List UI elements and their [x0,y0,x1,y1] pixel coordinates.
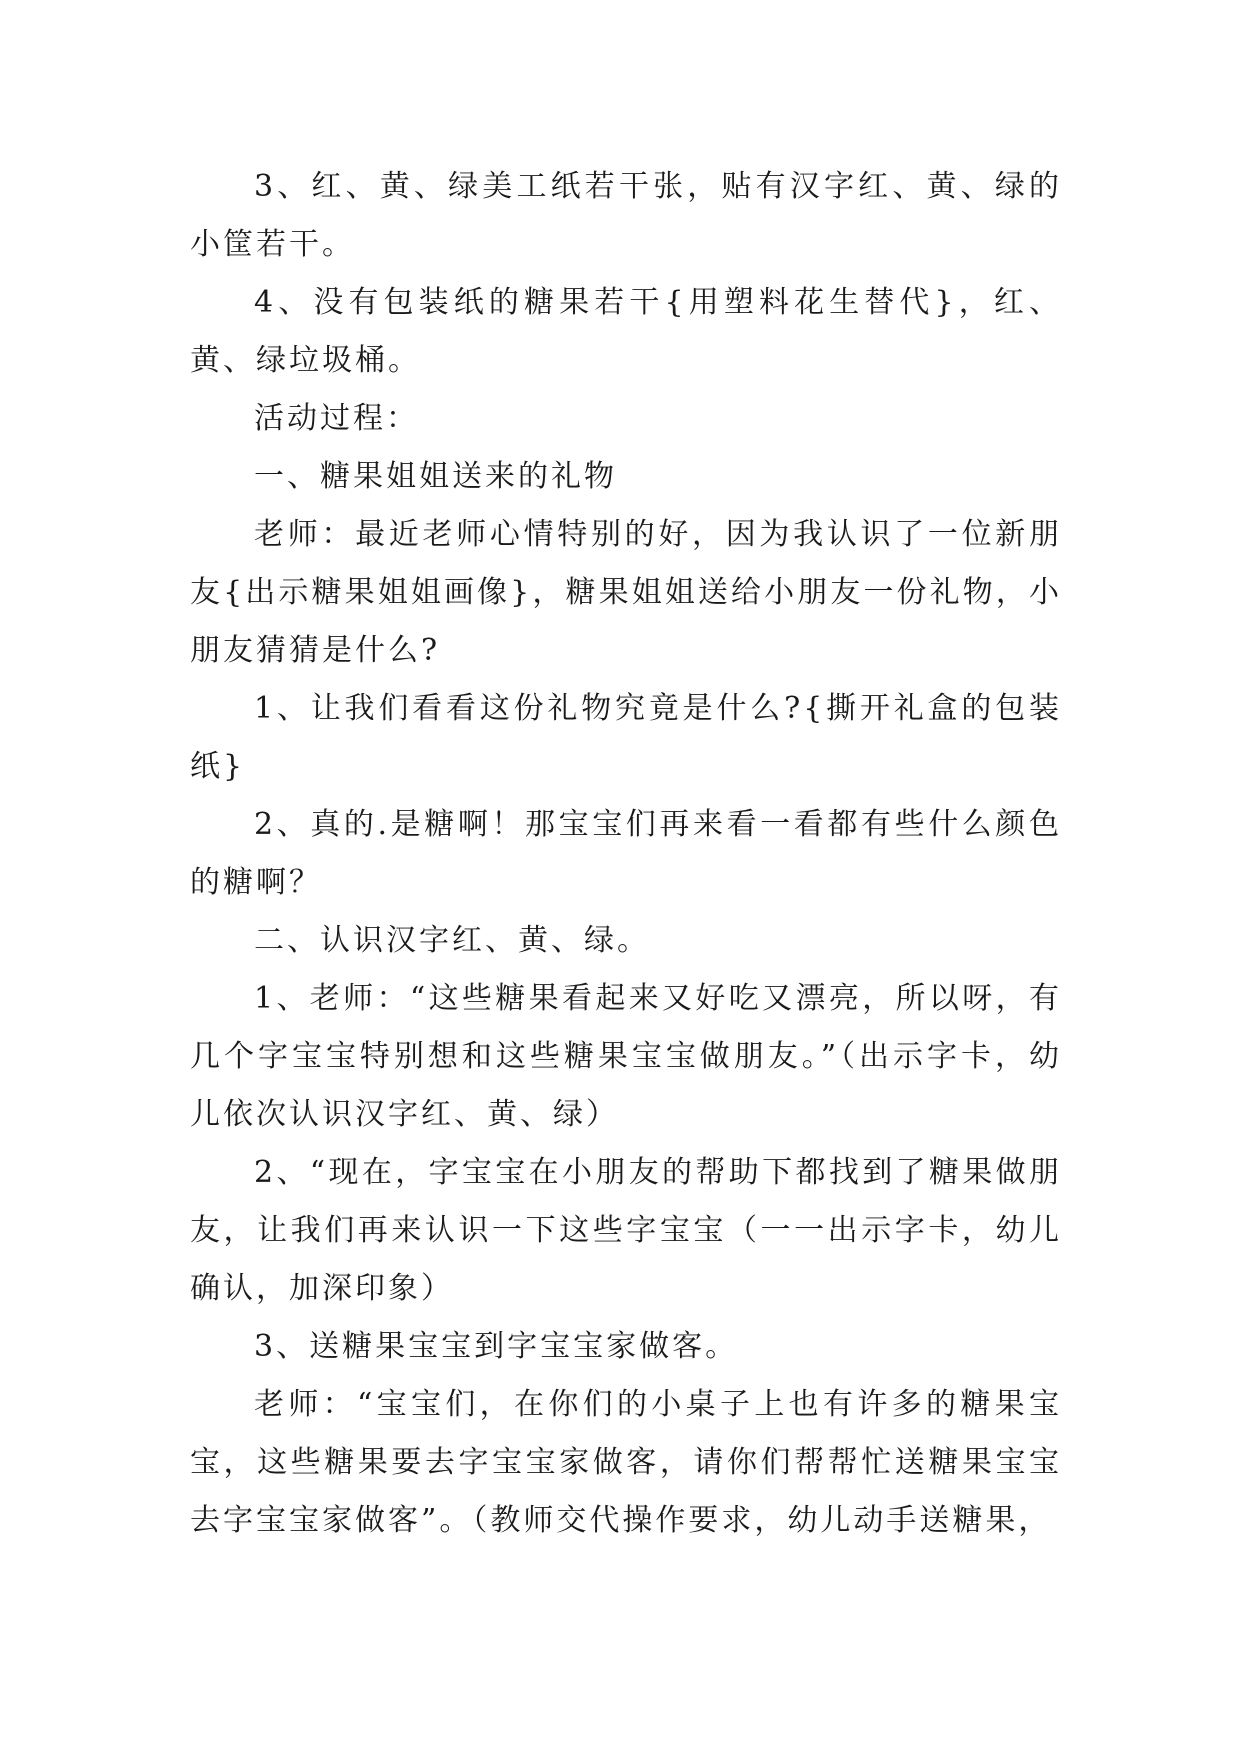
paragraph-teacher-instructions: 老师：“宝宝们，在你们的小桌子上也有许多的糖果宝宝，这些糖果要去字宝宝家做客，请你们帮帮忙送糖果宝宝去字宝宝家做客”。（教师交代操作要求，幼儿动手送糖果， [190,1387,1062,1538]
paragraph-section-2-step-3: 3、送糖果宝宝到字宝宝家做客。 [254,1329,739,1364]
paragraph-teacher-intro: 老师：最近老师心情特别的好，因为我认识了一位新朋友{出示糖果姐姐画像}，糖果姐姐送给小朋友一份礼物，小朋友猜猜是什么? [190,517,1062,668]
paragraph-section-1-heading: 一、糖果姐姐送来的礼物 [254,459,617,494]
document-body [190,158,1062,1550]
paragraph-section-2-heading: 二、认识汉字红、黄、绿。 [254,923,650,958]
paragraph-step-1: 1、让我们看看这份礼物究竟是什么?{撕开礼盒的包装纸} [190,691,1062,784]
paragraph-step-2: 2、真的.是糖啊！那宝宝们再来看一看都有些什么颜色的糖啊？ [190,807,1062,900]
paragraph-materials-3: 3、红、黄、绿美工纸若干张，贴有汉字红、黄、绿的小筐若干。 [190,169,1062,262]
paragraph-activity-heading: 活动过程： [254,401,419,436]
paragraph-section-2-step-2: 2、“现在，字宝宝在小朋友的帮助下都找到了糖果做朋友，让我们再来认识一下这些字宝宝（一一出示字卡，幼儿确认，加深印象） [190,1155,1062,1306]
paragraph-materials-4: 4、没有包装纸的糖果若干{用塑料花生替代}，红、黄、绿垃圾桶。 [190,285,1062,378]
paragraph-section-2-step-1: 1、老师：“这些糖果看起来又好吃又漂亮，所以呀，有几个字宝宝特别想和这些糖果宝宝做朋友。”（出示字卡，幼儿依次认识汉字红、黄、绿） [190,981,1062,1132]
